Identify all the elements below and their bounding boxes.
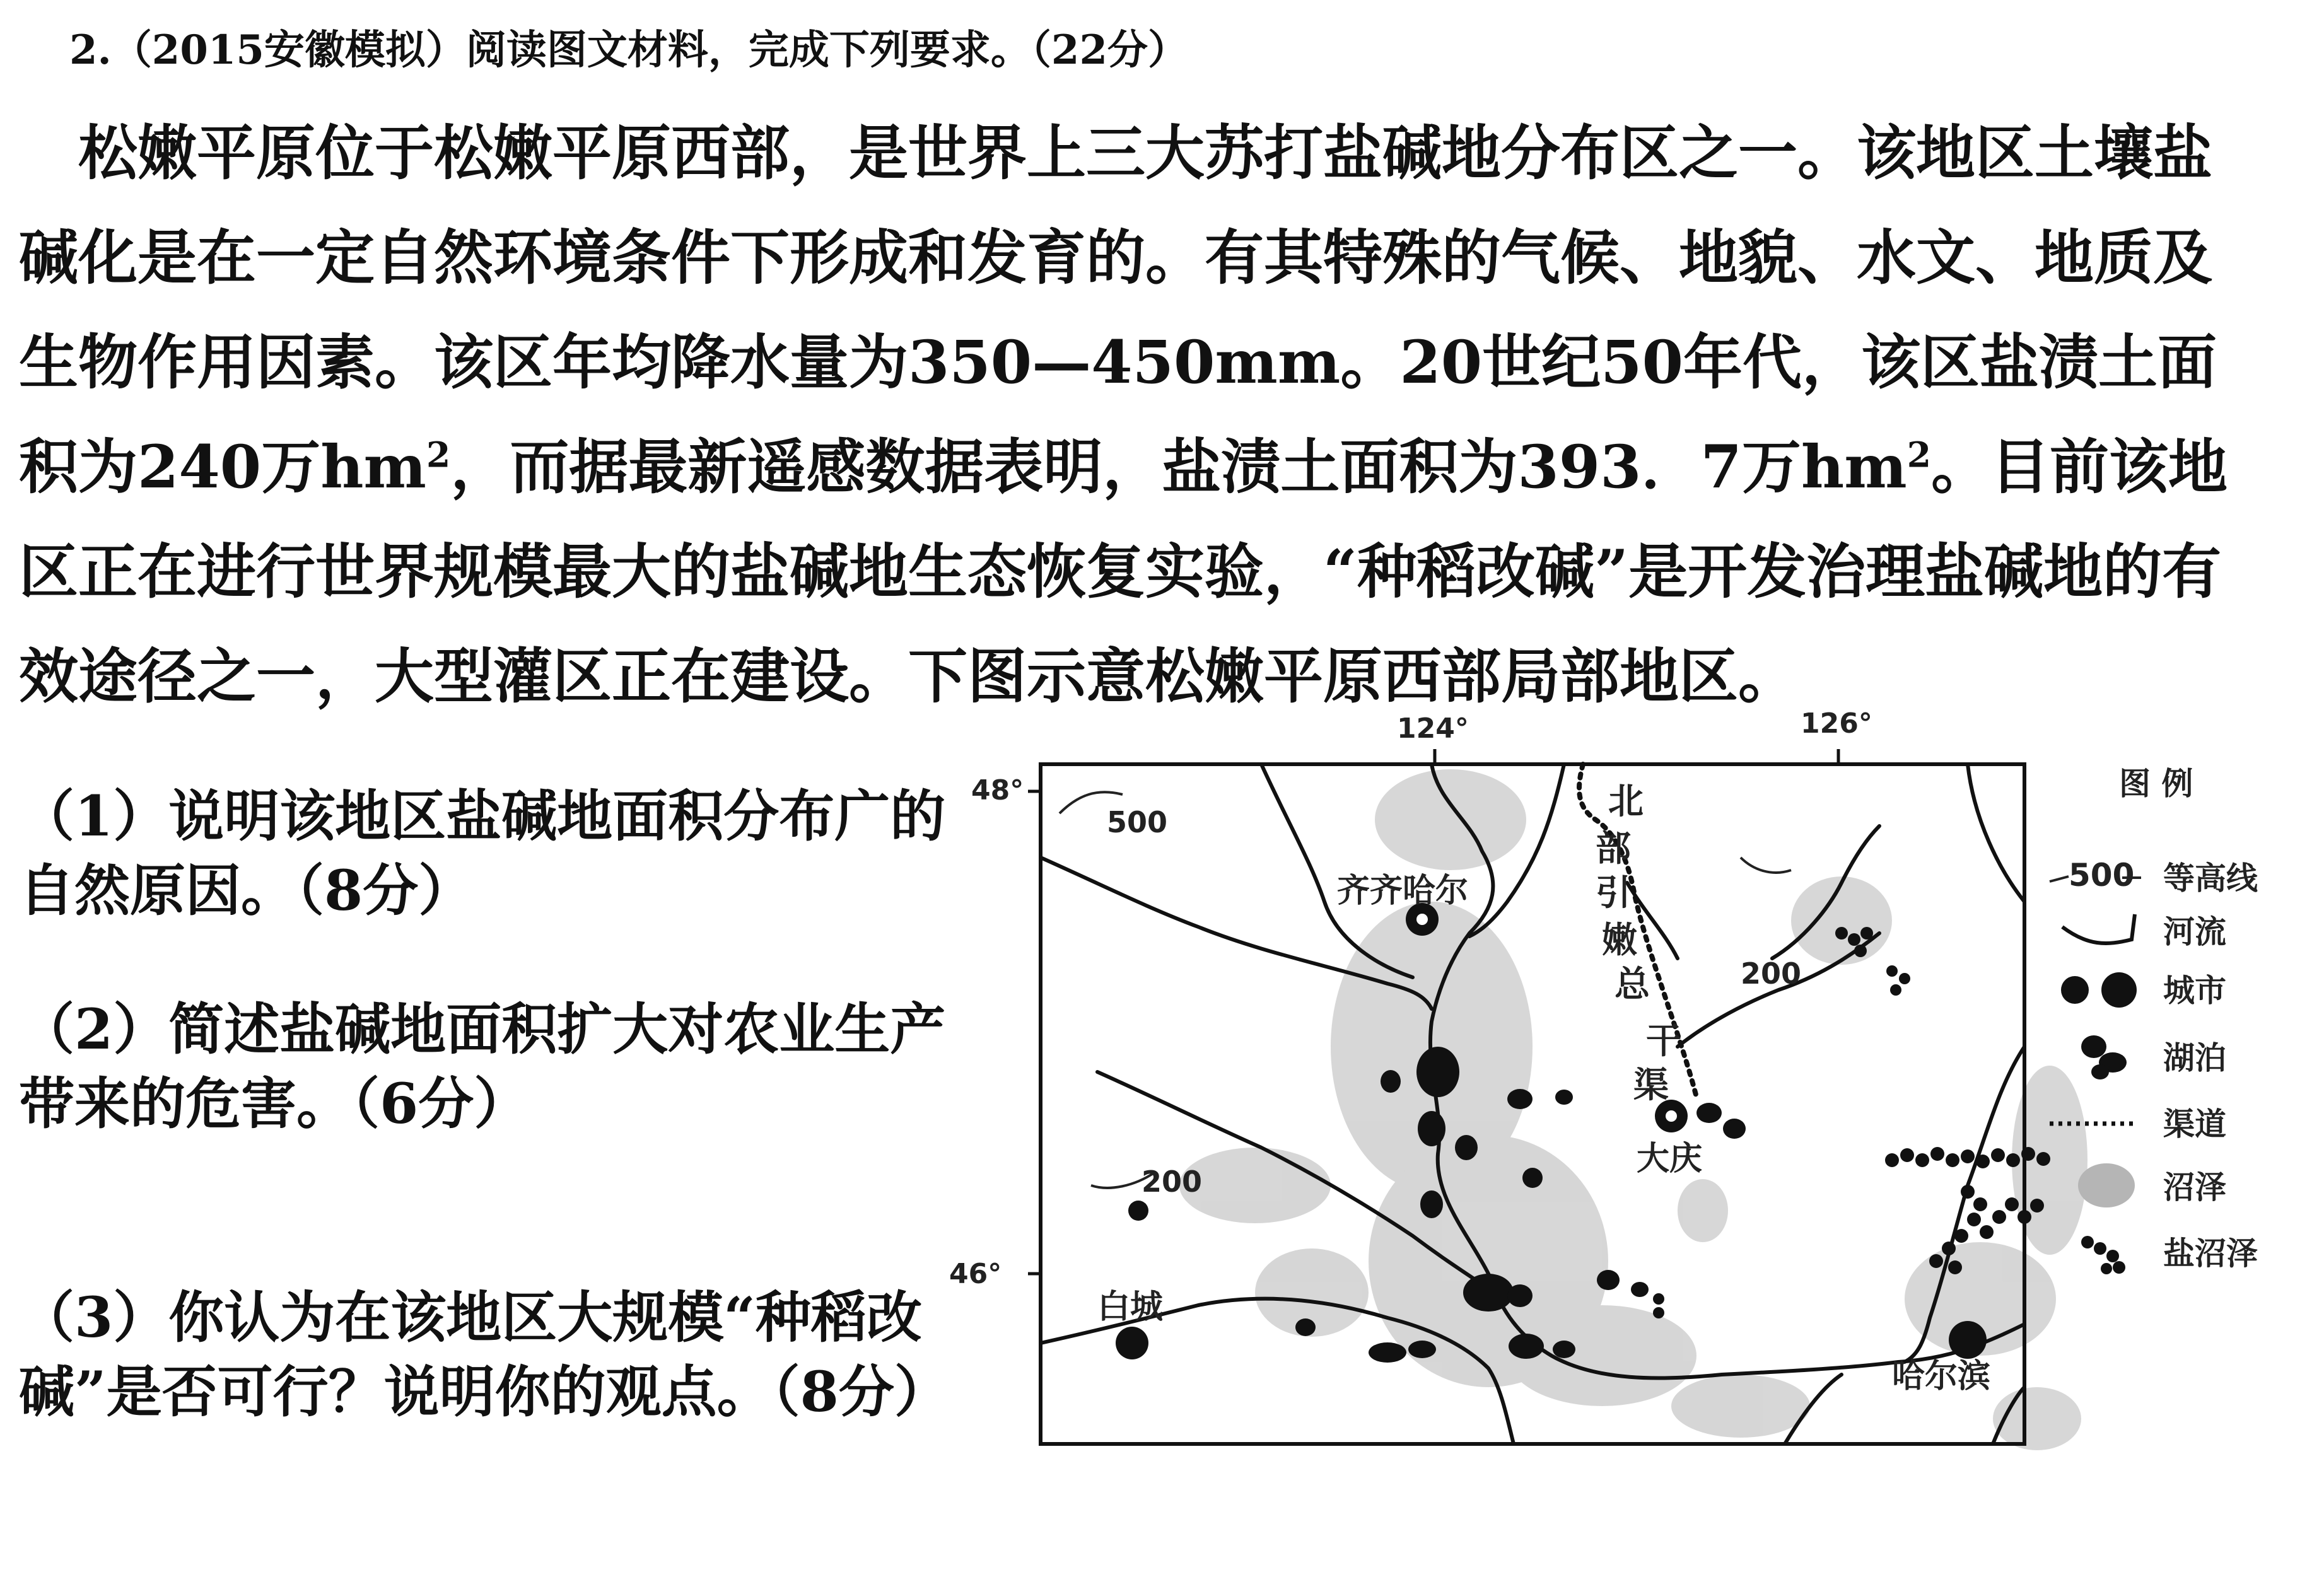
question-1: （1）说明该地区盐碱地面积分布广的自然原因。（8分） xyxy=(19,783,946,923)
city-baicheng-label: 白城 xyxy=(1097,1288,1164,1326)
city-daqing-label: 大庆 xyxy=(1637,1140,1703,1178)
legend-marsh-label: 沼泽 xyxy=(2163,1169,2226,1206)
question-2: （2）简述盐碱地面积扩大对农业生产带来的危害。（6分） xyxy=(19,996,946,1136)
superscript-2: 2 xyxy=(1906,434,1932,475)
canal-label-char-7: 渠 xyxy=(1633,1065,1669,1106)
lat-48-label: 48° xyxy=(971,774,1024,806)
songnen-map xyxy=(933,694,2321,1532)
contour-500-label: 500 xyxy=(1107,805,1168,839)
intro-text-3: 。目前该地区正在进行世界规模最大的盐碱地生态恢复实验，“种稻改碱”是开发治理盐碱地的有效途径之一，大型灌区正在建设。下图示意松嫩平原西部局部地区。 xyxy=(19,433,2228,711)
map-svg xyxy=(933,694,2321,1532)
question-header: 2.（2015安徽模拟）阅读图文材料，完成下列要求。（22分） xyxy=(69,26,1188,74)
legend-lake-label: 湖泊 xyxy=(2163,1040,2226,1076)
lon-124-label: 124° xyxy=(1397,713,1469,745)
legend-canal-label: 渠道 xyxy=(2163,1106,2226,1143)
legend-city-symbol-small xyxy=(2061,976,2089,1004)
canal-label-char-2: 部 xyxy=(1596,829,1631,870)
legend-contour-label: 等高线 xyxy=(2163,860,2258,897)
legend-salt-marsh-label: 盐沼泽 xyxy=(2163,1235,2258,1272)
city-baicheng-marker xyxy=(1116,1327,1148,1359)
intro-text-1: 松嫩平原位于松嫩平原西部，是世界上三大苏打盐碱地分布区之一。该地区土壤盐碱化是在一定自然环境条件下形成和发育的。有其特殊的气候、地貌、水文、地质及生物作用因素。该区年均降水量为350—450mm。20世纪50年代，该区盐渍土面积为240万hm xyxy=(19,119,2217,502)
legend-city-label: 城市 xyxy=(2163,972,2226,1009)
legend-city-symbol-large xyxy=(2101,972,2137,1008)
legend-lake-symbol xyxy=(2081,1035,2127,1079)
canal-label-char-5: 总 xyxy=(1615,964,1650,1005)
superscript-1: 2 xyxy=(426,434,451,475)
legend-salt-marsh-symbol xyxy=(2081,1236,2125,1274)
lat-46-label: 46° xyxy=(949,1258,1002,1290)
canal-label-char-3: 引 xyxy=(1596,873,1631,914)
canal-label-char-6: 干 xyxy=(1646,1021,1681,1062)
canal-label-char-1: 北 xyxy=(1608,781,1644,822)
contour-200-west-label: 200 xyxy=(1142,1165,1203,1199)
legend-contour-symbol: 500 xyxy=(2069,857,2135,893)
intro-text-2: ，而据最新遥感数据表明，盐渍土面积为393．7万hm xyxy=(450,433,1907,502)
legend-river-symbol xyxy=(2062,914,2135,943)
legend-river-label: 河流 xyxy=(2163,914,2226,950)
canal-label-char-4: 嫩 xyxy=(1602,920,1637,961)
city-qiqihar-label: 齐齐哈尔 xyxy=(1337,872,1469,910)
legend-marsh-symbol xyxy=(2078,1163,2135,1207)
city-harbin-label: 哈尔滨 xyxy=(1892,1358,1991,1395)
question-3: （3）你认为在该地区大规模“种稻改碱”是否可行？说明你的观点。（8分） xyxy=(19,1284,950,1424)
contour-200-east-label: 200 xyxy=(1741,957,1802,991)
legend-title: 图 例 xyxy=(2119,765,2193,802)
lon-126-label: 126° xyxy=(1801,707,1872,740)
intro-paragraph xyxy=(19,101,2270,729)
city-harbin-marker xyxy=(1949,1321,1987,1359)
